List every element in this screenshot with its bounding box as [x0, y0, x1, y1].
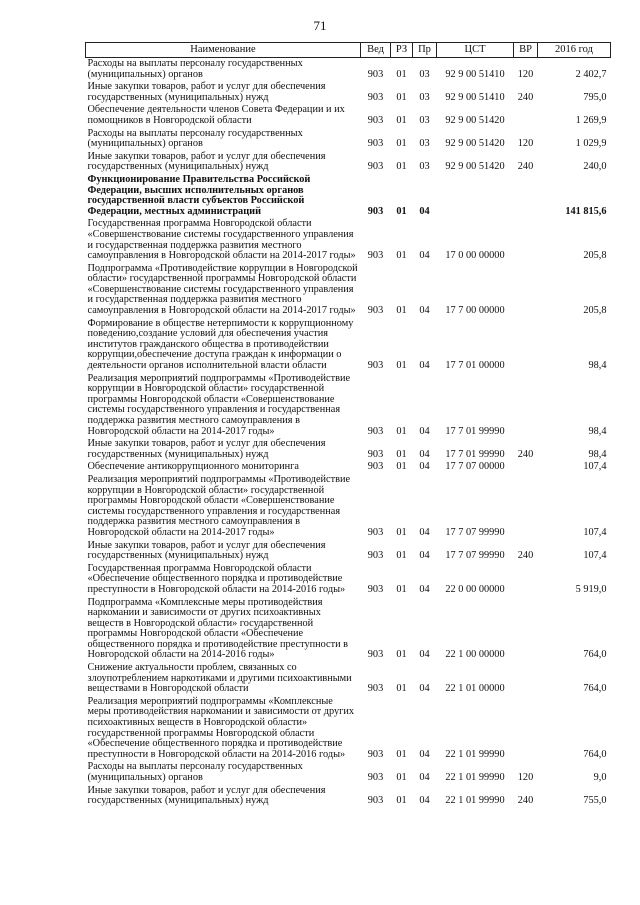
cell-ved: 903 [367, 305, 384, 317]
table-row [86, 474, 611, 540]
cell-vr [514, 696, 538, 762]
cell-pr: 03 [419, 161, 430, 173]
cell-sum: 764,0 [583, 683, 607, 695]
cell-name: Формирование в обществе нетерпимости к коррупционному поведению,создание условий для обеспечения участия институтов гражданского общества в противодействии коррупции,обеспечение доступа граждан к информации о деятельности органов исполнительной власти области [87, 317, 354, 372]
cell-sum: 141 815,6 [565, 205, 607, 217]
cell-pr: 04 [419, 772, 430, 783]
cell-cst: 22 1 00 00000 [445, 649, 505, 661]
cell-rz: 01 [396, 425, 407, 437]
cell-cst: 22 1 01 00000 [445, 683, 505, 695]
cell-name: Обеспечение деятельности членов Совета Федерации и их помощников в Новгородской области [87, 104, 345, 126]
cell-rz: 01 [396, 683, 407, 695]
cell-pr: 04 [419, 526, 430, 538]
cell-ved: 903 [367, 250, 384, 262]
table-row [86, 151, 611, 174]
cell-cst: 17 7 07 00000 [445, 461, 505, 473]
cell-cst: 92 9 00 51420 [445, 161, 505, 173]
table-row [86, 597, 611, 663]
cell-rz: 01 [396, 748, 407, 760]
cell-vr [514, 174, 538, 218]
cell-cst: 17 0 00 00000 [445, 250, 505, 262]
cell-cst: 17 7 00 00000 [445, 305, 505, 317]
header-cst: ЦСТ [437, 43, 514, 58]
cell-sum: 107,4 [583, 550, 607, 562]
cell-vr [514, 263, 538, 318]
cell-pr: 04 [419, 250, 430, 262]
cell-name: Функционирование Правительства Российской Федерации, высших исполнительных органов государственной власти субъектов Российской Федерации, местных администраций [87, 173, 311, 217]
cell-ved: 903 [367, 683, 384, 695]
cell-vr: 240 [517, 161, 534, 173]
cell-sum: 240,0 [583, 161, 607, 173]
cell-pr: 04 [419, 205, 430, 217]
cell-vr [514, 597, 538, 663]
cell-ved: 903 [367, 583, 384, 595]
cell-ved: 903 [367, 138, 384, 150]
cell-ved: 903 [367, 649, 384, 661]
cell-vr [514, 474, 538, 540]
cell-pr: 04 [419, 795, 430, 807]
cell-pr: 03 [419, 138, 430, 150]
table-row [86, 563, 611, 597]
cell-rz: 01 [396, 68, 407, 80]
cell-sum: 98,4 [588, 425, 607, 437]
cell-ved: 903 [367, 526, 384, 538]
cell-sum: 107,4 [583, 526, 607, 538]
cell-vr [514, 461, 538, 474]
cell-sum: 1 269,9 [575, 114, 607, 126]
cell-vr: 120 [517, 772, 534, 783]
table-row [86, 174, 611, 218]
header-rz: РЗ [391, 43, 413, 58]
table-row [86, 540, 611, 563]
header-sum: 2016 год [538, 43, 611, 58]
cell-vr: 120 [517, 138, 534, 150]
cell-ved: 903 [367, 91, 384, 103]
cell-sum: 107,4 [583, 461, 607, 473]
cell-cst: 17 7 07 99990 [445, 526, 505, 538]
cell-sum: 795,0 [583, 91, 607, 103]
cell-sum: 755,0 [583, 795, 607, 807]
cell-sum: 205,8 [583, 305, 607, 317]
cell-name: Обеспечение антикоррупционного мониторинга [87, 461, 299, 473]
cell-cst [437, 174, 514, 218]
cell-pr: 04 [419, 649, 430, 661]
cell-rz: 01 [396, 461, 407, 473]
cell-cst: 17 7 01 00000 [445, 360, 505, 372]
cell-cst: 17 7 01 99990 [445, 425, 505, 437]
header-pr: Пр [413, 43, 437, 58]
cell-rz: 01 [396, 649, 407, 661]
cell-vr: 240 [517, 795, 534, 807]
cell-ved: 903 [367, 360, 384, 372]
cell-name: Подпрограмма «Комплексные меры противодействия наркомании и зависимости от других психоактивных веществ в Новгородской области» государственной программы Новгородской области «Обеспечение общественного порядка и противодействие преступности в Новгородской области на 2014-2016 годы» [87, 596, 349, 661]
cell-name: Реализация мероприятий подпрограммы «Комплексные меры противодействия наркомании и зависимости от других психоактивных веществ в Новгородской области» государственной программы Новгородской области «Обеспечение общественного порядка и противодействие преступности в Новгородской области на 2014-2016 годы» [87, 695, 355, 760]
cell-name: Реализация мероприятий подпрограммы «Противодействие коррупции в Новгородской области» государственной программы Новгородской области «Совершенствование системы государственного управления и государственная поддержка развития местного самоуправления в Новгородской области на 2014-2017 годы» [87, 372, 351, 437]
cell-vr [514, 662, 538, 696]
cell-vr [514, 218, 538, 262]
cell-ved: 903 [367, 772, 384, 783]
cell-ved: 903 [367, 425, 384, 437]
page-number: 71 [313, 18, 327, 33]
cell-ved: 903 [367, 161, 384, 173]
cell-rz: 01 [396, 305, 407, 317]
table-row [86, 438, 611, 461]
cell-name: Государственная программа Новгородской области «Обеспечение общественного порядка и противодействие преступности в Новгородской области на 2014-2016 годы» [87, 562, 346, 595]
cell-cst: 22 0 00 00000 [445, 583, 505, 595]
cell-name: Снижение актуальности проблем, связанных со злоупотреблением наркотиками и другими психоактивными веществами в Новгородской области [87, 662, 352, 695]
cell-pr: 03 [419, 68, 430, 80]
cell-rz: 01 [396, 114, 407, 126]
table-row [86, 785, 611, 808]
table-row [86, 761, 611, 784]
cell-cst: 92 9 00 51410 [445, 91, 505, 103]
cell-cst: 22 1 01 99990 [445, 795, 505, 807]
cell-name: Подпрограмма «Противодействие коррупции в Новгородской области» государственной программы Новгородской области «Совершенствование системы государственного управления и государственная поддержка развития местного самоуправления в Новгородской области на 2014-2017 годы» [87, 262, 358, 317]
header-name: Наименование [86, 43, 361, 58]
table-row [86, 696, 611, 762]
cell-name: Расходы на выплаты персоналу государственных (муниципальных) органов [87, 127, 303, 150]
cell-rz: 01 [396, 550, 407, 562]
cell-name: Реализация мероприятий подпрограммы «Противодействие коррупции в Новгородской области» государственной программы Новгородской области «Совершенствование системы государственного управления и государственная поддержка развития местного самоуправления в Новгородской области на 2014-2017 годы» [87, 473, 351, 538]
cell-ved: 903 [367, 748, 384, 760]
cell-ved: 903 [367, 550, 384, 562]
cell-pr: 04 [419, 583, 430, 595]
cell-vr [514, 373, 538, 439]
cell-cst: 22 1 01 99990 [445, 772, 505, 783]
cell-rz: 01 [396, 360, 407, 372]
cell-rz: 01 [396, 448, 407, 460]
cell-rz: 01 [396, 250, 407, 262]
cell-pr: 04 [419, 305, 430, 317]
cell-cst: 92 9 00 51420 [445, 138, 505, 150]
table-row [86, 263, 611, 318]
budget-table [85, 42, 611, 808]
cell-sum: 764,0 [583, 748, 607, 760]
header-ved: Вед [361, 43, 391, 58]
cell-sum: 9,0 [593, 772, 607, 783]
cell-name: Иные закупки товаров, работ и услуг для обеспечения государственных (муниципальных) нужд [87, 81, 326, 103]
cell-vr [514, 104, 538, 127]
cell-cst: 17 7 07 99990 [445, 550, 505, 562]
cell-rz: 01 [396, 795, 407, 807]
cell-vr: 240 [517, 550, 534, 562]
header-vr: ВР [514, 43, 538, 58]
cell-cst: 22 1 01 99990 [445, 748, 505, 760]
cell-ved: 903 [367, 68, 384, 80]
cell-sum: 5 919,0 [575, 583, 607, 595]
cell-pr: 04 [419, 425, 430, 437]
cell-rz: 01 [396, 772, 407, 783]
cell-vr: 120 [517, 68, 534, 80]
cell-name: Расходы на выплаты персоналу государственных (муниципальных) органов [87, 58, 303, 80]
cell-pr: 04 [419, 550, 430, 562]
cell-name: Иные закупки товаров, работ и услуг для обеспечения государственных (муниципальных) нужд [87, 539, 326, 562]
cell-pr: 04 [419, 461, 430, 473]
cell-pr: 04 [419, 448, 430, 460]
cell-rz: 01 [396, 205, 407, 217]
cell-ved: 903 [367, 461, 384, 473]
cell-vr: 240 [517, 448, 534, 460]
cell-rz: 01 [396, 91, 407, 103]
cell-rz: 01 [396, 583, 407, 595]
cell-rz: 01 [396, 138, 407, 150]
cell-cst: 92 9 00 51410 [445, 68, 505, 80]
cell-name: Иные закупки товаров, работ и услуг для обеспечения государственных (муниципальных) нужд [87, 438, 326, 460]
table-header-row [86, 43, 611, 58]
cell-name: Иные закупки товаров, работ и услуг для обеспечения государственных (муниципальных) нужд [87, 784, 326, 807]
table-row [86, 218, 611, 262]
cell-sum: 98,4 [588, 360, 607, 372]
table-row [86, 373, 611, 439]
cell-sum: 205,8 [583, 250, 607, 262]
cell-name: Иные закупки товаров, работ и услуг для обеспечения государственных (муниципальных) нужд [87, 150, 326, 173]
cell-ved: 903 [367, 795, 384, 807]
cell-pr: 04 [419, 748, 430, 760]
cell-pr: 03 [419, 91, 430, 103]
cell-ved: 903 [367, 448, 384, 460]
cell-cst: 92 9 00 51420 [445, 114, 505, 126]
cell-vr: 240 [517, 91, 534, 103]
table-row [86, 128, 611, 151]
table-row [86, 461, 611, 474]
cell-pr: 04 [419, 683, 430, 695]
cell-name: Государственная программа Новгородской области «Совершенствование системы государственного управления и государственная поддержка развития местного самоуправления в Новгородской области на 2014-2017 годы» [87, 218, 356, 262]
cell-sum: 764,0 [583, 649, 607, 661]
table-row [86, 104, 611, 127]
cell-ved: 903 [367, 114, 384, 126]
table-row [86, 58, 611, 82]
cell-vr [514, 318, 538, 373]
cell-sum: 2 402,7 [575, 68, 607, 80]
cell-pr: 03 [419, 114, 430, 126]
cell-rz: 01 [396, 161, 407, 173]
cell-name: Расходы на выплаты персоналу государственных (муниципальных) органов [87, 761, 303, 783]
cell-rz: 01 [396, 526, 407, 538]
cell-pr: 04 [419, 360, 430, 372]
table-row [86, 662, 611, 696]
table-row [86, 318, 611, 373]
cell-vr [514, 563, 538, 597]
cell-sum: 98,4 [588, 448, 607, 460]
cell-cst: 17 7 01 99990 [445, 448, 505, 460]
cell-ved: 903 [367, 205, 384, 217]
cell-sum: 1 029,9 [575, 138, 607, 150]
table-row [86, 81, 611, 104]
